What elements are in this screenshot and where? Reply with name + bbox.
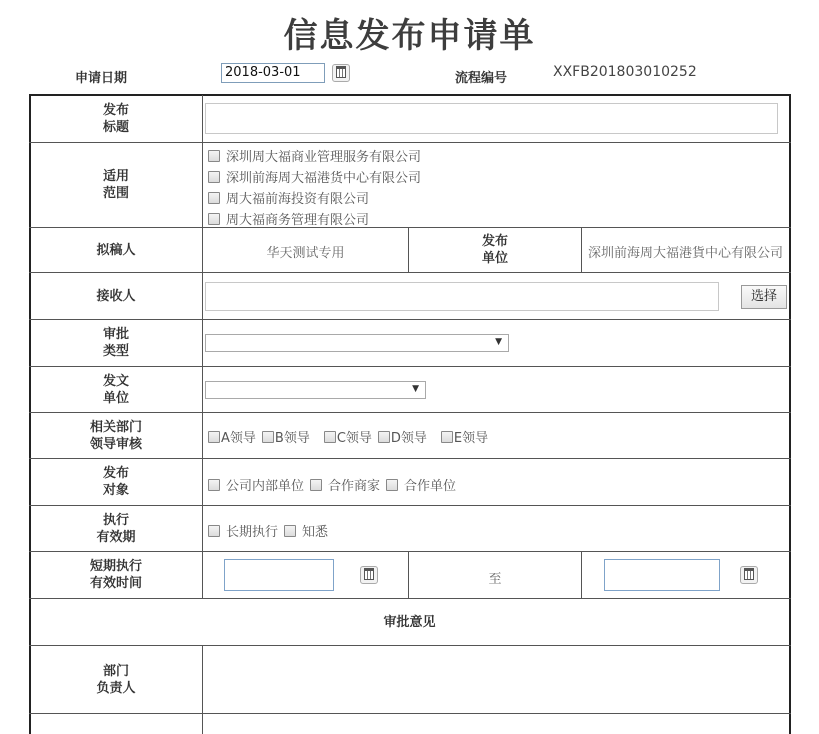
publish-target-options [208, 475, 462, 494]
form-title: 信息发布申请单 [283, 16, 536, 56]
chevron-down-icon: ▼ [495, 337, 502, 347]
calendar-icon[interactable] [332, 64, 350, 82]
publish-target-label: 发布 对象 [102, 466, 129, 498]
column-divider [581, 551, 582, 598]
checkbox-icon[interactable] [324, 431, 336, 443]
checkbox-icon[interactable] [208, 213, 220, 225]
drafter-value: 华天测试专用 [266, 246, 345, 261]
end-date-input[interactable] [604, 559, 720, 591]
to-label: 至 [488, 572, 502, 587]
approval-type-select[interactable] [205, 334, 509, 352]
process-no-label: 流程编号 [455, 71, 508, 86]
checkbox-icon[interactable] [378, 431, 390, 443]
approval-opinion-header: 审批意见 [383, 614, 436, 630]
doc-unit-label: 发文 单位 [102, 373, 129, 406]
column-divider [202, 95, 203, 598]
dept-head-opinion-area[interactable] [203, 646, 789, 713]
checkbox-icon[interactable] [310, 479, 322, 491]
dept-review-option[interactable]: D领导 [378, 427, 427, 446]
process-no-value: XXFB201803010252 [553, 64, 697, 80]
publish-target-option[interactable]: 合作单位 [386, 475, 456, 494]
validity-label: 执行 有效期 [96, 512, 136, 545]
checkbox-icon[interactable] [284, 525, 296, 537]
dept-head-label: 部门 负责人 [96, 663, 136, 696]
publish-title-label: 发布 标题 [102, 103, 129, 135]
apply-date-label: 申请日期 [75, 71, 128, 86]
publish-target-option[interactable]: 公司内部单位 [208, 475, 304, 494]
drafter-label: 拟稿人 [96, 242, 136, 258]
dept-review-label: 相关部门 领导审核 [89, 419, 142, 452]
dept-review-option[interactable]: C领导 [324, 427, 372, 446]
checkbox-icon[interactable] [262, 431, 274, 443]
checkbox-icon[interactable] [441, 431, 453, 443]
short-term-label: 短期执行 有效时间 [89, 559, 142, 591]
row-divider [29, 713, 791, 714]
dept-review-options [208, 427, 494, 446]
checkbox-icon[interactable] [208, 150, 220, 162]
checkbox-icon[interactable] [386, 479, 398, 491]
validity-option[interactable]: 长期执行 [208, 521, 278, 540]
scope-option[interactable]: 周大福前海投资有限公司 [208, 188, 369, 207]
checkbox-icon[interactable] [208, 479, 220, 491]
validity-option[interactable]: 知悉 [284, 521, 328, 540]
chevron-down-icon: ▼ [412, 384, 419, 394]
dept-review-option[interactable]: B领导 [262, 427, 310, 446]
checkbox-icon[interactable] [208, 192, 220, 204]
checkbox-icon[interactable] [208, 525, 220, 537]
scope-label: 适用 范围 [102, 169, 129, 201]
approval-type-label: 审批 类型 [102, 327, 129, 359]
start-date-input[interactable] [224, 559, 334, 591]
dept-review-option[interactable]: E领导 [441, 427, 488, 446]
doc-unit-select[interactable] [205, 381, 426, 399]
validity-options [208, 521, 334, 540]
choose-button[interactable]: 选择 [741, 285, 787, 309]
calendar-icon[interactable] [360, 566, 378, 584]
receiver-label: 接收人 [96, 288, 136, 304]
publish-target-option[interactable]: 合作商家 [310, 475, 380, 494]
checkbox-icon[interactable] [208, 431, 220, 443]
apply-date-input[interactable]: 2018-03-01 [221, 63, 325, 83]
checkbox-icon[interactable] [208, 171, 220, 183]
publish-title-input[interactable] [205, 103, 778, 134]
receiver-input[interactable] [205, 282, 719, 311]
scope-option[interactable]: 周大福商务管理有限公司 [208, 209, 369, 228]
calendar-icon[interactable] [740, 566, 758, 584]
publish-unit-value: 深圳前海周大福港貨中心有限公司 [587, 246, 783, 261]
dept-review-option[interactable]: A领导 [208, 427, 256, 446]
scope-option[interactable]: 深圳周大福商业管理服务有限公司 [208, 146, 421, 165]
scope-option[interactable]: 深圳前海周大福港货中心有限公司 [208, 167, 421, 186]
publish-unit-label: 发布 单位 [481, 234, 508, 266]
